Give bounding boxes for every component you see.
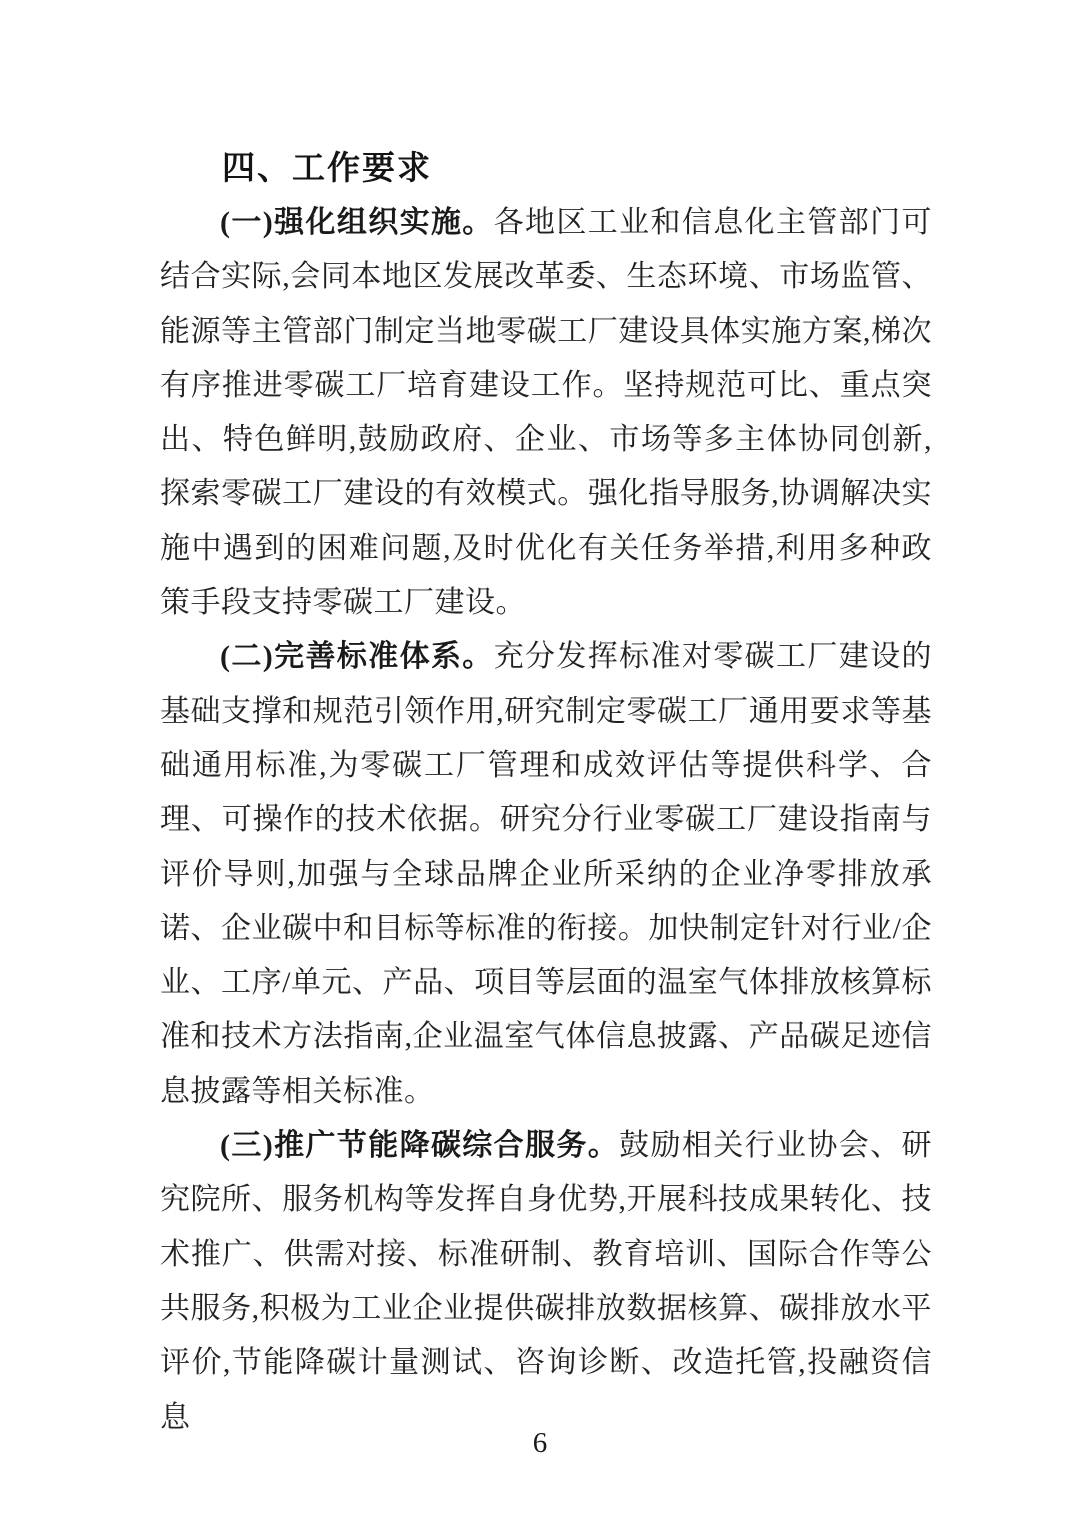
paragraph-1-lead: (一)强化组织实施。 <box>220 206 494 239</box>
paragraph-2-text: 充分发挥标准对零碳工厂建设的基础支撑和规范引领作用,研究制定零碳工厂通用要求等基础通用标准,为零碳工厂管理和成效评估等提供科学、合理、可操作的技术依据。研究分行业零碳工厂建设指南与评价导则,加强与全球品牌企业所采纳的企业净零排放承诺、企业碳中和目标等标准的衔接。加快制定针对行业/企业、工序/单元、产品、项目等层面的温室气体排放核算标准和技术方法指南,企业温室气体信息披露、产品碳足迹信息披露等相关标准。 <box>160 640 933 1108</box>
paragraph-3 <box>160 1119 932 1445</box>
paragraph-1 <box>160 196 932 630</box>
paragraph-2 <box>160 630 932 1119</box>
paragraph-2-lead: (二)完善标准体系。 <box>220 640 494 674</box>
paragraph-3-text: 鼓励相关行业协会、研究院所、服务机构等发挥自身优势,开展科技成果转化、技术推广、供需对接、标准研制、教育培训、国际合作等公共服务,积极为工业企业提供碳排放数据核算、碳排放水平评价,节能降碳计量测试、咨询诊断、改造托管,投融资信息 <box>160 1129 933 1434</box>
paragraph-1-text: 各地区工业和信息化主管部门可结合实际,会同本地区发展改革委、生态环境、市场监管、能源等主管部门制定当地零碳工厂建设具体实施方案,梯次有序推进零碳工厂培育建设工作。坚持规范可比、重点突出、特色鲜明,鼓励政府、企业、市场等多主体协同创新,探索零碳工厂建设的有效模式。强化指导服务,协调解决实施中遇到的困难问题,及时优化有关任务举措,利用多种政策手段支持零碳工厂建设。 <box>160 206 933 620</box>
section-heading: 四、工作要求 <box>222 149 432 186</box>
paragraph-3-lead: (三)推广节能降碳综合服务。 <box>220 1129 620 1163</box>
document-content <box>160 140 932 1445</box>
page-number: 6 <box>532 1427 548 1459</box>
